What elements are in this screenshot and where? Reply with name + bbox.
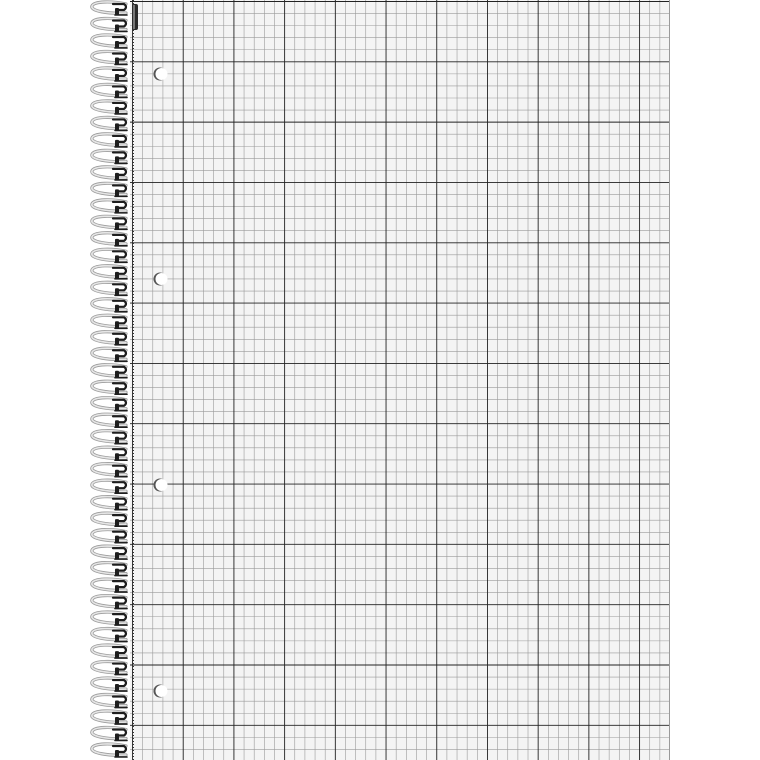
spiral-coil [92,694,127,707]
spiral-coil [92,579,127,592]
spiral-coil-wire-entry [113,334,126,340]
spiral-coil-post [115,684,119,691]
spiral-coil-wire-entry [113,713,126,719]
spiral-coil-wire-entry [113,4,126,10]
spiral-coil-post [115,420,119,427]
spiral-coil-post [115,569,119,576]
spiral-coil [92,513,127,526]
spiral-coil [92,233,127,246]
punch-hole [154,68,168,81]
spiral-coil [92,348,127,361]
spiral-coil-post [115,74,119,81]
spiral-coil-wire-entry [113,383,126,389]
spiral-coil-post [115,585,119,592]
spiral-coil-post [115,750,119,757]
spiral-coil [92,629,127,642]
spiral-coil-wire-entry [113,70,126,76]
spiral-coil [92,381,127,394]
spiral-coil-post [115,536,119,543]
spiral-coil [92,530,127,543]
spiral-coil-wire-entry [113,565,126,571]
spiral-coil [92,183,127,196]
spiral-coil-wire-entry [113,235,126,241]
spiral-coil-post [115,272,119,279]
spiral-coil [92,596,127,609]
spiral-coil [92,35,127,48]
spiral-coil [92,150,127,163]
spiral-coil [92,431,127,444]
spiral-coil-wire-entry [113,37,126,43]
spiral-coil-wire-entry [113,86,126,92]
spiral-coil-wire-entry [113,301,126,307]
spiral-coil-post [115,140,119,147]
spiral-coil [92,2,127,15]
spiral-coil-wire-entry [113,218,126,224]
spiral-coil [92,315,127,328]
spiral-coil [92,645,127,658]
spiral-coil-post [115,156,119,163]
spiral-coil-wire-entry [113,746,126,752]
spiral-coil-wire-entry [113,482,126,488]
spiral-coil-wire-entry [113,532,126,538]
spiral-coil-post [115,717,119,724]
spiral-coil-wire-entry [113,548,126,554]
spiral-coil-wire-entry [113,581,126,587]
spiral-coil [92,167,127,180]
spiral-coil-post [115,404,119,411]
spiral-coil [92,711,127,724]
spiral-coil-wire-entry [113,697,126,703]
spiral-coil-wire-entry [113,103,126,109]
spiral-coil [92,282,127,295]
spiral-coil-post [115,288,119,295]
spiral-coil [92,68,127,81]
spiral-coil-wire-entry [113,268,126,274]
spiral-coil-post [115,519,119,526]
spiral-coil-post [115,470,119,477]
spiral-coil-post [115,602,119,609]
spiral-coil-post [115,305,119,312]
spiral-coil-post [115,552,119,559]
spiral-coil-post [115,453,119,460]
spiral-coil-post [115,41,119,48]
spiral-coil-wire-entry [113,350,126,356]
spiral-coil-post [115,338,119,345]
spiral-coil-wire-entry [113,185,126,191]
spiral-coil-wire-entry [113,449,126,455]
spiral-coil-wire-entry [113,169,126,175]
punch-hole [154,479,168,492]
spiral-coil-wire-entry [113,53,126,59]
spiral-coil-wire-entry [113,416,126,422]
spiral-coil-post [115,255,119,262]
spiral-coil [92,299,127,312]
spiral-coil-wire-entry [113,400,126,406]
punch-hole-opening [156,685,168,697]
spiral-coil [92,84,127,97]
spiral-coil-wire-entry [113,367,126,373]
spiral-coil [92,101,127,114]
spiral-coil [92,744,127,757]
spiral-coil-wire-entry [113,598,126,604]
spiral-coil [92,332,127,345]
spiral-coil [92,414,127,427]
spiral-coil-wire-entry [113,466,126,472]
spiral-coil-wire-entry [113,433,126,439]
spiral-coil-wire-entry [113,730,126,736]
spiral-coil [92,18,127,31]
spiral-coil [92,662,127,675]
spiral-coil-post [115,635,119,642]
spiral-coil-wire-entry [113,680,126,686]
spiral-coil [92,365,127,378]
spiral-coil-post [115,668,119,675]
spiral-coil [92,563,127,576]
spiral-coil [92,612,127,625]
spiral-coil-wire-entry [113,631,126,637]
spiral-coil [92,546,127,559]
spiral-coil-wire-entry [113,647,126,653]
spiral-coil [92,216,127,229]
spiral-coil [92,678,127,691]
spiral-coil-wire-entry [113,251,126,257]
spiral-coil-post [115,503,119,510]
spiral-coil [92,117,127,130]
spiral-coil [92,266,127,279]
spiral-coil-post [115,371,119,378]
spiral-coil-post [115,107,119,114]
punch-hole-opening [156,68,168,80]
spiral-coil-post [115,189,119,196]
spiral-coil-wire-entry [113,664,126,670]
punch-hole [154,685,168,698]
spiral-coil-wire-entry [113,119,126,125]
spiral-coil-post [115,734,119,741]
spiral-coil-wire-entry [113,20,126,26]
spiral-coil [92,51,127,64]
spiral-coil-post [115,239,119,246]
punch-hole [154,273,168,286]
spiral-coil-post [115,437,119,444]
spiral-coil-wire-entry [113,284,126,290]
spiral-coil [92,398,127,411]
spiral-coil-post [115,123,119,130]
spiral-coil-wire-entry [113,152,126,158]
spiral-coil-post [115,8,119,15]
spiral-coil-post [115,701,119,708]
spiral-coil [92,134,127,147]
spiral-coil-post [115,354,119,361]
spiral-coil-post [115,651,119,658]
spiral-coil-post [115,90,119,97]
spiral-coil-wire-entry [113,317,126,323]
spiral-coil-post [115,618,119,625]
spiral-coil-post [115,57,119,64]
spiral-coil-post [115,387,119,394]
spiral-coil-wire-entry [113,202,126,208]
punch-hole-opening [156,273,168,285]
spiral-coil-post [115,486,119,493]
spiral-coil-post [115,321,119,328]
spiral-coil-post [115,173,119,180]
spiral-coil-wire-entry [113,614,126,620]
spiral-coil-wire-entry [113,136,126,142]
spiral-coil [92,447,127,460]
spiral-binding [92,2,127,757]
punch-hole-opening [156,479,168,491]
top-wire-end [132,4,138,30]
spiral-coil-wire-entry [113,515,126,521]
spiral-coil-post [115,222,119,229]
spiral-coil-post [115,24,119,31]
spiral-coil [92,200,127,213]
spiral-coil [92,464,127,477]
spiral-coil [92,727,127,740]
spiral-coil [92,480,127,493]
spiral-coil [92,249,127,262]
spiral-coil [92,497,127,510]
spiral-coil-post [115,206,119,213]
spiral-coil-wire-entry [113,499,126,505]
